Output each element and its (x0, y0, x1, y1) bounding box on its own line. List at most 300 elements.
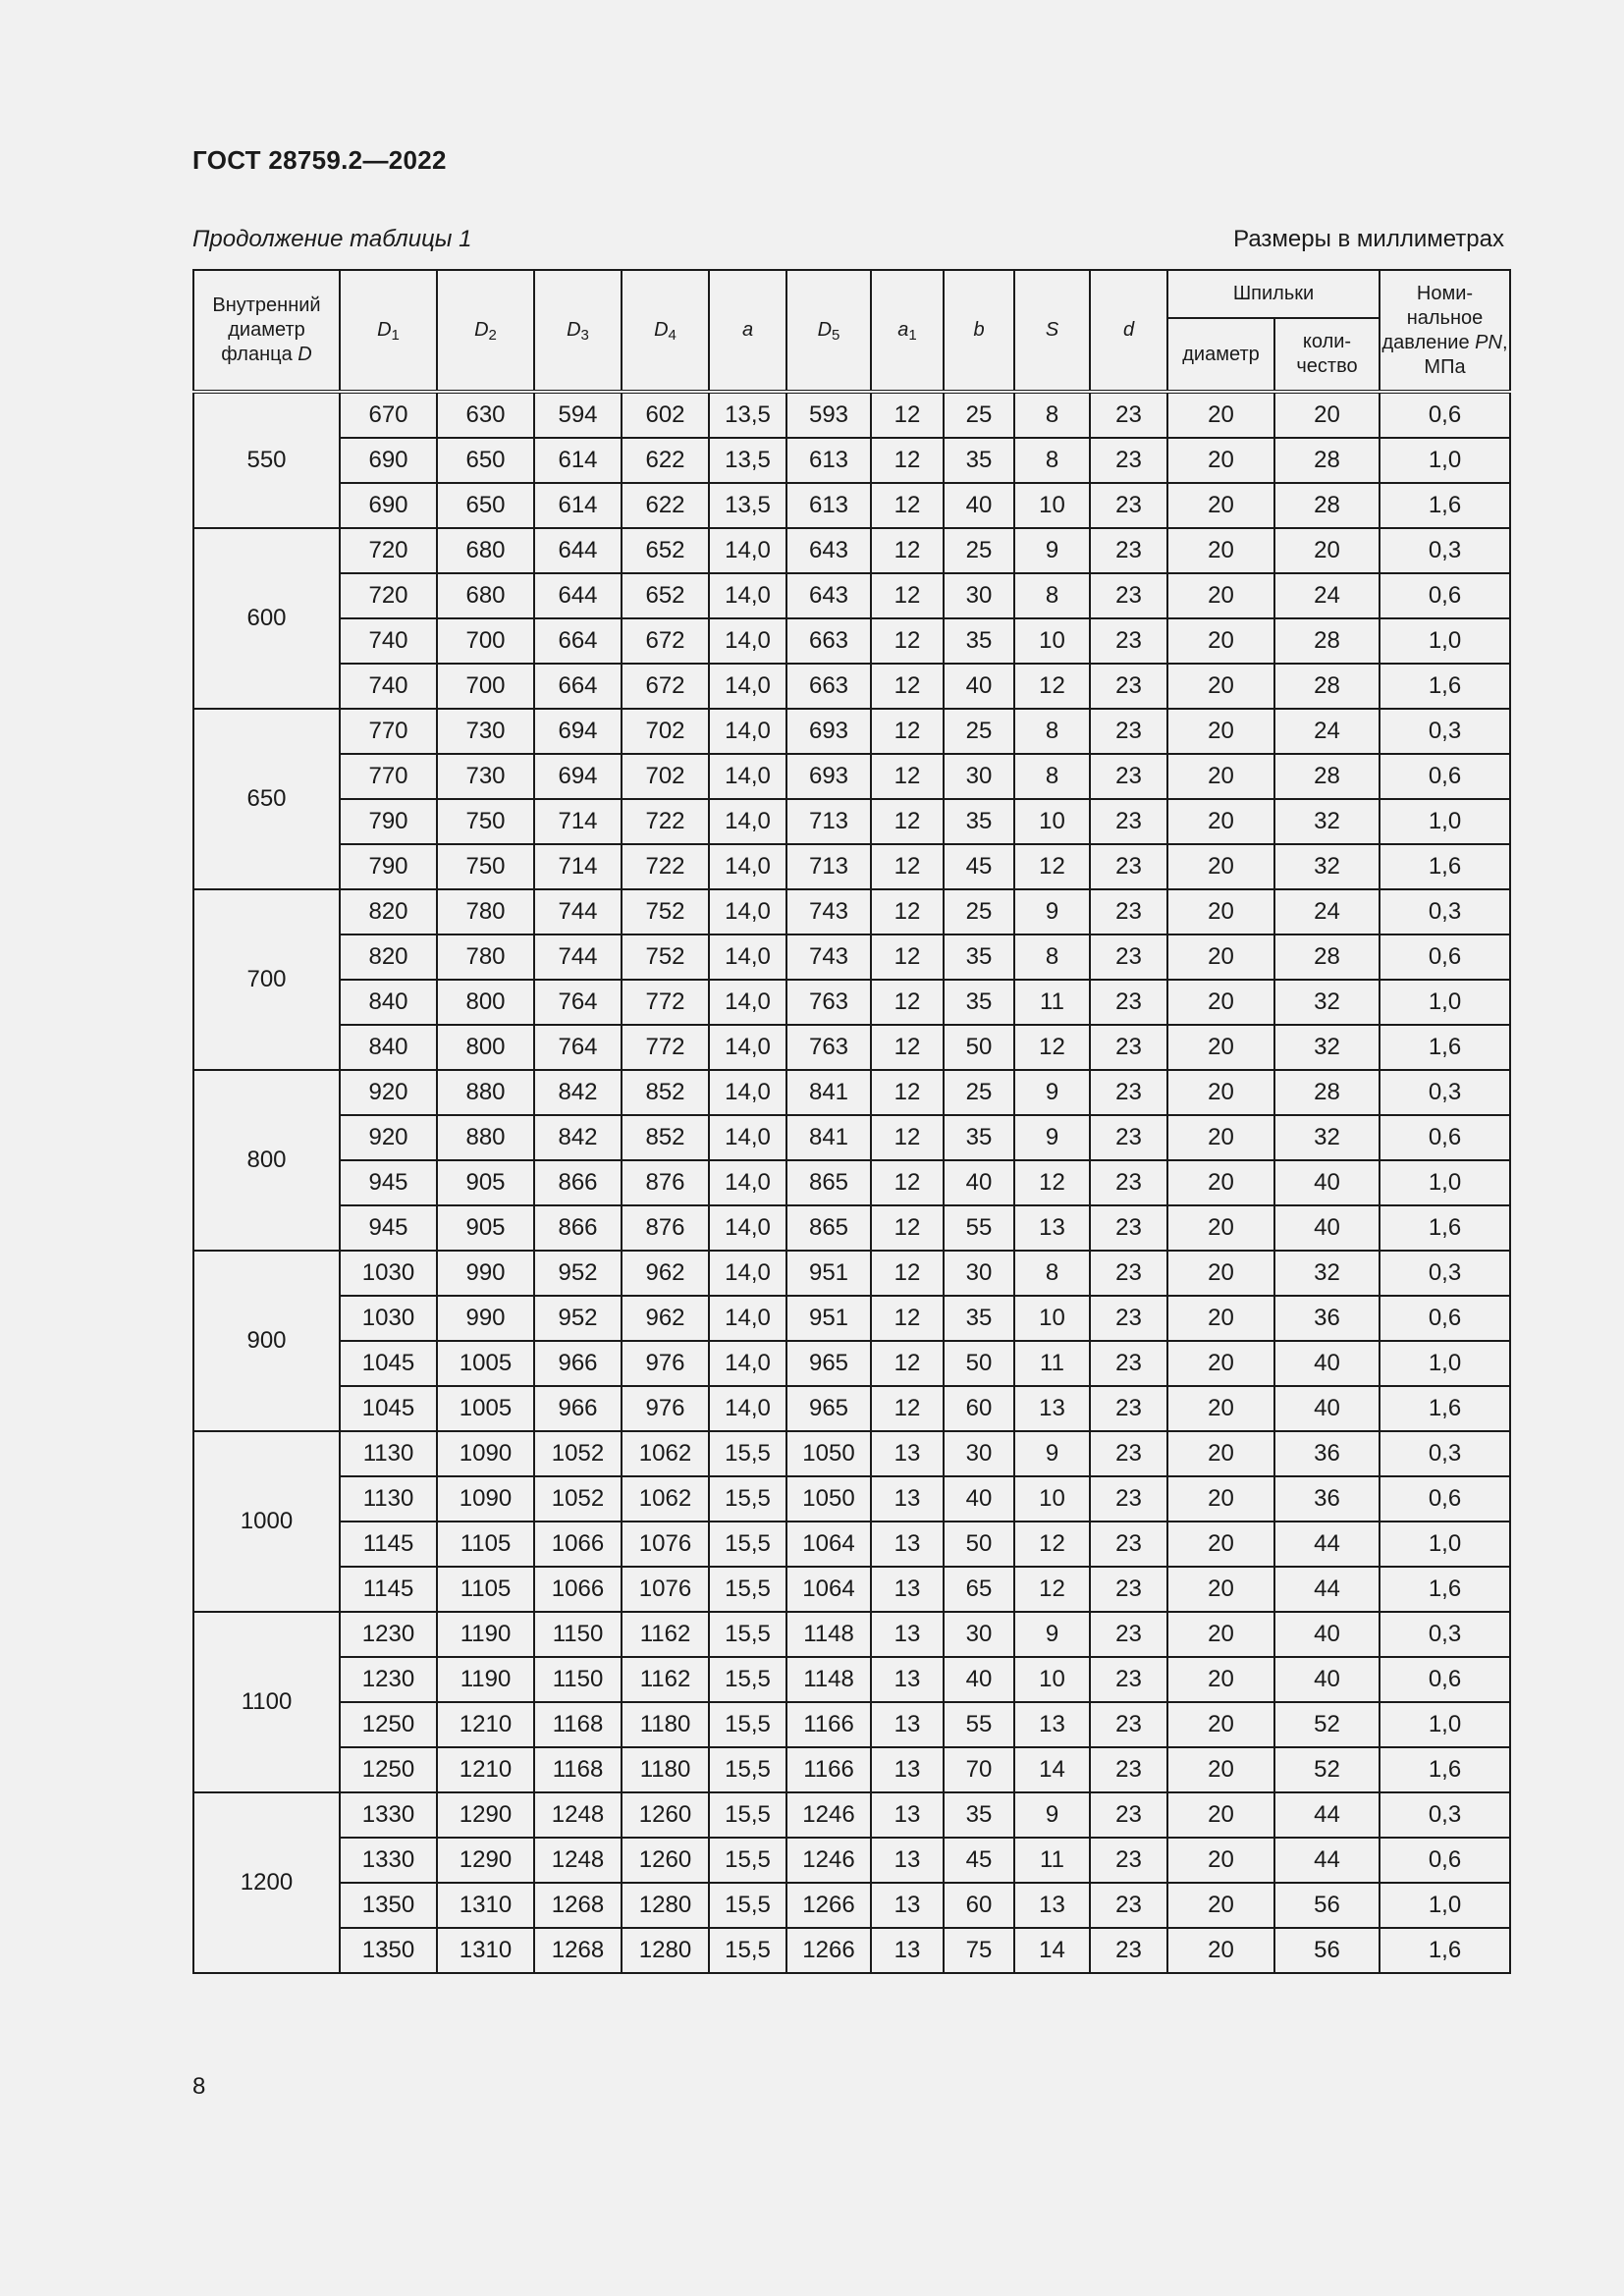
table-row (193, 664, 1510, 709)
cell-stud-diameter: 20 (1167, 1251, 1274, 1296)
page-number: 8 (192, 2073, 206, 2100)
cell-d3: 952 (534, 1251, 622, 1296)
cell-d2: 990 (437, 1296, 534, 1341)
cell-d3: 764 (534, 1025, 622, 1070)
table-row (193, 1431, 1510, 1476)
cell-s: 12 (1014, 1025, 1090, 1070)
cell-d1: 790 (340, 799, 437, 844)
header-inner-diameter: Внутренний диаметр фланца D (193, 270, 340, 392)
cell-d4: 702 (622, 709, 709, 754)
cell-b: 35 (944, 980, 1014, 1025)
cell-d: 23 (1090, 1567, 1167, 1612)
cell-d: 23 (1090, 889, 1167, 934)
header-d5: $D_5$ (786, 270, 871, 392)
cell-d2: 730 (437, 754, 534, 799)
cell-a1: 12 (871, 1341, 944, 1386)
table-row (193, 1747, 1510, 1792)
cell-pressure: 1,0 (1380, 980, 1510, 1025)
cell-pressure: 0,3 (1380, 1070, 1510, 1115)
cell-d2: 1005 (437, 1386, 534, 1431)
cell-stud-count: 52 (1274, 1702, 1380, 1747)
table-row (193, 1160, 1510, 1205)
cell-s: 10 (1014, 1296, 1090, 1341)
cell-d4: 962 (622, 1296, 709, 1341)
cell-d1: 820 (340, 934, 437, 980)
cell-s: 12 (1014, 1567, 1090, 1612)
cell-d5: 841 (786, 1070, 871, 1115)
cell-b: 30 (944, 754, 1014, 799)
cell-pressure: 1,6 (1380, 1205, 1510, 1251)
cell-d3: 694 (534, 754, 622, 799)
cell-d4: 852 (622, 1070, 709, 1115)
cell-s: 9 (1014, 1431, 1090, 1476)
table-row (193, 1386, 1510, 1431)
cell-d5: 1166 (786, 1702, 871, 1747)
cell-d4: 652 (622, 528, 709, 573)
cell-b: 40 (944, 1476, 1014, 1522)
cell-stud-diameter: 20 (1167, 980, 1274, 1025)
cell-stud-diameter: 20 (1167, 1522, 1274, 1567)
cell-b: 55 (944, 1205, 1014, 1251)
cell-d4: 852 (622, 1115, 709, 1160)
flange-dimensions-table (192, 269, 1511, 1974)
cell-d3: 842 (534, 1115, 622, 1160)
cell-d5: 613 (786, 438, 871, 483)
cell-d4: 772 (622, 980, 709, 1025)
cell-d4: 1076 (622, 1567, 709, 1612)
cell-d1: 1030 (340, 1296, 437, 1341)
cell-d2: 1290 (437, 1838, 534, 1883)
cell-b: 30 (944, 573, 1014, 618)
cell-a1: 12 (871, 438, 944, 483)
cell-stud-count: 40 (1274, 1341, 1380, 1386)
cell-d5: 865 (786, 1160, 871, 1205)
cell-d5: 1166 (786, 1747, 871, 1792)
header-studs-diameter: диаметр (1167, 318, 1274, 392)
cell-b: 25 (944, 528, 1014, 573)
cell-a: 13,5 (709, 438, 786, 483)
cell-stud-diameter: 20 (1167, 1025, 1274, 1070)
cell-s: 10 (1014, 1657, 1090, 1702)
cell-pressure: 0,6 (1380, 1115, 1510, 1160)
cell-b: 35 (944, 1296, 1014, 1341)
cell-pressure: 0,6 (1380, 1296, 1510, 1341)
cell-stud-diameter: 20 (1167, 1838, 1274, 1883)
cell-a: 14,0 (709, 934, 786, 980)
cell-s: 8 (1014, 573, 1090, 618)
cell-pressure: 1,0 (1380, 799, 1510, 844)
cell-stud-diameter: 20 (1167, 1476, 1274, 1522)
cell-pressure: 1,0 (1380, 1160, 1510, 1205)
cell-b: 35 (944, 1792, 1014, 1838)
cell-d4: 1260 (622, 1792, 709, 1838)
cell-b: 45 (944, 1838, 1014, 1883)
units-caption: Размеры в миллиметрах (1233, 226, 1504, 252)
cell-pressure: 0,3 (1380, 1431, 1510, 1476)
cell-d2: 1090 (437, 1431, 534, 1476)
cell-d1: 945 (340, 1205, 437, 1251)
cell-a1: 12 (871, 1386, 944, 1431)
cell-a1: 12 (871, 528, 944, 573)
cell-d5: 763 (786, 980, 871, 1025)
cell-d4: 1162 (622, 1657, 709, 1702)
cell-stud-count: 32 (1274, 1115, 1380, 1160)
table-row (193, 844, 1510, 889)
table-row (193, 889, 1510, 934)
cell-d2: 780 (437, 934, 534, 980)
cell-d3: 1066 (534, 1522, 622, 1567)
cell-a1: 12 (871, 980, 944, 1025)
cell-a: 15,5 (709, 1747, 786, 1792)
cell-d5: 1050 (786, 1431, 871, 1476)
cell-d: 23 (1090, 573, 1167, 618)
cell-stud-count: 32 (1274, 980, 1380, 1025)
cell-stud-count: 32 (1274, 844, 1380, 889)
cell-d3: 966 (534, 1386, 622, 1431)
cell-d1: 670 (340, 392, 437, 438)
cell-d: 23 (1090, 1341, 1167, 1386)
cell-d1: 790 (340, 844, 437, 889)
table-row (193, 438, 1510, 483)
table-row (193, 1612, 1510, 1657)
cell-d3: 1268 (534, 1883, 622, 1928)
cell-a1: 13 (871, 1522, 944, 1567)
cell-pressure: 1,6 (1380, 844, 1510, 889)
table-row (193, 1205, 1510, 1251)
cell-d3: 744 (534, 889, 622, 934)
cell-pressure: 1,6 (1380, 1025, 1510, 1070)
cell-stud-count: 36 (1274, 1476, 1380, 1522)
cell-d5: 1266 (786, 1928, 871, 1973)
cell-pressure: 0,3 (1380, 528, 1510, 573)
cell-stud-count: 28 (1274, 934, 1380, 980)
cell-d3: 1248 (534, 1838, 622, 1883)
cell-s: 12 (1014, 664, 1090, 709)
cell-pressure: 1,0 (1380, 618, 1510, 664)
table-row (193, 528, 1510, 573)
cell-stud-count: 28 (1274, 438, 1380, 483)
cell-d1: 770 (340, 754, 437, 799)
cell-d2: 880 (437, 1070, 534, 1115)
cell-d4: 876 (622, 1160, 709, 1205)
cell-pressure: 1,0 (1380, 1702, 1510, 1747)
cell-s: 13 (1014, 1205, 1090, 1251)
cell-d: 23 (1090, 709, 1167, 754)
cell-d2: 880 (437, 1115, 534, 1160)
cell-pressure: 0,6 (1380, 392, 1510, 438)
table-row (193, 1702, 1510, 1747)
cell-s: 8 (1014, 754, 1090, 799)
table-row (193, 1657, 1510, 1702)
cell-a: 14,0 (709, 1115, 786, 1160)
cell-stud-diameter: 20 (1167, 1160, 1274, 1205)
cell-d4: 752 (622, 934, 709, 980)
cell-a: 14,0 (709, 1160, 786, 1205)
cell-a: 14,0 (709, 1341, 786, 1386)
cell-stud-count: 32 (1274, 799, 1380, 844)
cell-d1: 720 (340, 528, 437, 573)
cell-a1: 12 (871, 1251, 944, 1296)
cell-b: 60 (944, 1883, 1014, 1928)
cell-d3: 966 (534, 1341, 622, 1386)
cell-a: 15,5 (709, 1838, 786, 1883)
cell-d1: 840 (340, 1025, 437, 1070)
cell-d2: 680 (437, 573, 534, 618)
cell-d: 23 (1090, 392, 1167, 438)
cell-a: 14,0 (709, 528, 786, 573)
cell-d1: 1130 (340, 1476, 437, 1522)
cell-b: 50 (944, 1341, 1014, 1386)
cell-d: 23 (1090, 1386, 1167, 1431)
cell-pressure: 0,3 (1380, 1251, 1510, 1296)
cell-s: 9 (1014, 889, 1090, 934)
cell-a1: 12 (871, 1115, 944, 1160)
cell-s: 11 (1014, 1838, 1090, 1883)
cell-d5: 841 (786, 1115, 871, 1160)
cell-stud-diameter: 20 (1167, 1612, 1274, 1657)
cell-d2: 1210 (437, 1702, 534, 1747)
cell-b: 35 (944, 799, 1014, 844)
cell-d1: 1130 (340, 1431, 437, 1476)
table-row (193, 754, 1510, 799)
cell-d: 23 (1090, 754, 1167, 799)
cell-stud-count: 20 (1274, 392, 1380, 438)
cell-d5: 951 (786, 1296, 871, 1341)
cell-a1: 13 (871, 1747, 944, 1792)
cell-a1: 13 (871, 1792, 944, 1838)
cell-a1: 12 (871, 889, 944, 934)
table-body (193, 392, 1510, 1973)
cell-s: 14 (1014, 1747, 1090, 1792)
cell-a1: 12 (871, 1160, 944, 1205)
cell-stud-count: 40 (1274, 1160, 1380, 1205)
cell-d5: 693 (786, 709, 871, 754)
cell-inner-diameter: 1100 (193, 1612, 340, 1792)
cell-d4: 1260 (622, 1838, 709, 1883)
cell-s: 12 (1014, 1522, 1090, 1567)
cell-d5: 1148 (786, 1657, 871, 1702)
header-d2: $D_2$ (437, 270, 534, 392)
cell-d: 23 (1090, 1205, 1167, 1251)
cell-stud-diameter: 20 (1167, 1747, 1274, 1792)
cell-pressure: 0,3 (1380, 889, 1510, 934)
cell-d4: 1162 (622, 1612, 709, 1657)
cell-d4: 976 (622, 1341, 709, 1386)
cell-inner-diameter: 650 (193, 709, 340, 889)
cell-d5: 743 (786, 889, 871, 934)
cell-b: 65 (944, 1567, 1014, 1612)
cell-a1: 12 (871, 844, 944, 889)
cell-stud-diameter: 20 (1167, 1386, 1274, 1431)
cell-d5: 663 (786, 618, 871, 664)
cell-d3: 614 (534, 438, 622, 483)
cell-inner-diameter: 550 (193, 392, 340, 528)
cell-d2: 1105 (437, 1567, 534, 1612)
cell-d5: 1246 (786, 1792, 871, 1838)
cell-a1: 12 (871, 618, 944, 664)
cell-s: 9 (1014, 528, 1090, 573)
cell-d2: 1310 (437, 1883, 534, 1928)
cell-pressure: 1,0 (1380, 1341, 1510, 1386)
cell-stud-count: 40 (1274, 1386, 1380, 1431)
cell-d: 23 (1090, 1251, 1167, 1296)
cell-d5: 593 (786, 392, 871, 438)
cell-a1: 12 (871, 392, 944, 438)
cell-d1: 770 (340, 709, 437, 754)
cell-inner-diameter: 900 (193, 1251, 340, 1431)
cell-inner-diameter: 1200 (193, 1792, 340, 1973)
cell-stud-count: 32 (1274, 1251, 1380, 1296)
cell-a: 14,0 (709, 1205, 786, 1251)
cell-d: 23 (1090, 1612, 1167, 1657)
cell-stud-diameter: 20 (1167, 754, 1274, 799)
cell-a: 14,0 (709, 618, 786, 664)
cell-d1: 945 (340, 1160, 437, 1205)
cell-d4: 722 (622, 799, 709, 844)
cell-d2: 630 (437, 392, 534, 438)
table-continuation-caption: Продолжение таблицы 1 (192, 226, 472, 252)
cell-stud-diameter: 20 (1167, 1070, 1274, 1115)
cell-a: 14,0 (709, 799, 786, 844)
cell-a1: 13 (871, 1883, 944, 1928)
cell-d3: 1052 (534, 1476, 622, 1522)
table-row (193, 1296, 1510, 1341)
cell-d3: 714 (534, 799, 622, 844)
cell-d: 23 (1090, 1928, 1167, 1973)
cell-d3: 1150 (534, 1612, 622, 1657)
cell-stud-count: 24 (1274, 889, 1380, 934)
cell-d2: 700 (437, 664, 534, 709)
cell-d5: 865 (786, 1205, 871, 1251)
cell-b: 55 (944, 1702, 1014, 1747)
cell-d: 23 (1090, 618, 1167, 664)
cell-d1: 1230 (340, 1612, 437, 1657)
cell-stud-count: 44 (1274, 1792, 1380, 1838)
cell-d4: 672 (622, 618, 709, 664)
cell-s: 13 (1014, 1883, 1090, 1928)
cell-d2: 1190 (437, 1657, 534, 1702)
cell-stud-diameter: 20 (1167, 1702, 1274, 1747)
cell-a: 15,5 (709, 1792, 786, 1838)
cell-s: 10 (1014, 799, 1090, 844)
cell-d3: 644 (534, 528, 622, 573)
cell-a1: 12 (871, 709, 944, 754)
cell-b: 25 (944, 392, 1014, 438)
cell-d5: 1148 (786, 1612, 871, 1657)
cell-d1: 690 (340, 483, 437, 528)
cell-b: 25 (944, 1070, 1014, 1115)
table-row (193, 1025, 1510, 1070)
cell-d: 23 (1090, 483, 1167, 528)
cell-stud-count: 36 (1274, 1431, 1380, 1476)
cell-stud-diameter: 20 (1167, 392, 1274, 438)
cell-b: 35 (944, 438, 1014, 483)
cell-d4: 702 (622, 754, 709, 799)
cell-d1: 690 (340, 438, 437, 483)
cell-b: 60 (944, 1386, 1014, 1431)
cell-s: 9 (1014, 1115, 1090, 1160)
cell-stud-count: 28 (1274, 618, 1380, 664)
cell-a1: 13 (871, 1431, 944, 1476)
cell-b: 40 (944, 483, 1014, 528)
cell-d: 23 (1090, 1025, 1167, 1070)
cell-a: 15,5 (709, 1612, 786, 1657)
header-d-small: d (1090, 270, 1167, 392)
cell-pressure: 1,6 (1380, 1567, 1510, 1612)
cell-d: 23 (1090, 799, 1167, 844)
cell-a: 13,5 (709, 392, 786, 438)
header-s: S (1014, 270, 1090, 392)
cell-d3: 664 (534, 664, 622, 709)
cell-d: 23 (1090, 1883, 1167, 1928)
cell-a: 14,0 (709, 709, 786, 754)
cell-s: 8 (1014, 709, 1090, 754)
cell-a: 14,0 (709, 980, 786, 1025)
cell-stud-count: 40 (1274, 1205, 1380, 1251)
cell-b: 40 (944, 1160, 1014, 1205)
cell-d2: 650 (437, 483, 534, 528)
cell-d2: 730 (437, 709, 534, 754)
cell-d5: 951 (786, 1251, 871, 1296)
cell-d2: 1210 (437, 1747, 534, 1792)
cell-d3: 1052 (534, 1431, 622, 1476)
cell-d: 23 (1090, 1747, 1167, 1792)
cell-d1: 1145 (340, 1522, 437, 1567)
cell-a1: 12 (871, 573, 944, 618)
cell-d3: 694 (534, 709, 622, 754)
cell-a1: 13 (871, 1476, 944, 1522)
cell-s: 14 (1014, 1928, 1090, 1973)
cell-d2: 905 (437, 1160, 534, 1205)
cell-d3: 744 (534, 934, 622, 980)
cell-d5: 965 (786, 1341, 871, 1386)
cell-a: 14,0 (709, 844, 786, 889)
cell-d1: 1330 (340, 1792, 437, 1838)
cell-d5: 713 (786, 799, 871, 844)
cell-pressure: 1,6 (1380, 1386, 1510, 1431)
cell-a: 14,0 (709, 754, 786, 799)
cell-s: 13 (1014, 1386, 1090, 1431)
cell-a1: 12 (871, 934, 944, 980)
table-row (193, 483, 1510, 528)
cell-d: 23 (1090, 980, 1167, 1025)
cell-d5: 965 (786, 1386, 871, 1431)
cell-d5: 693 (786, 754, 871, 799)
cell-stud-count: 44 (1274, 1838, 1380, 1883)
cell-s: 12 (1014, 1160, 1090, 1205)
table-row (193, 1115, 1510, 1160)
table-header (193, 270, 1510, 392)
cell-d: 23 (1090, 1657, 1167, 1702)
cell-d1: 820 (340, 889, 437, 934)
table-row (193, 934, 1510, 980)
cell-d: 23 (1090, 934, 1167, 980)
cell-d5: 1266 (786, 1883, 871, 1928)
cell-stud-diameter: 20 (1167, 573, 1274, 618)
cell-d1: 740 (340, 618, 437, 664)
cell-b: 30 (944, 1431, 1014, 1476)
cell-a: 15,5 (709, 1522, 786, 1567)
cell-d: 23 (1090, 1070, 1167, 1115)
cell-a: 15,5 (709, 1928, 786, 1973)
cell-a: 15,5 (709, 1883, 786, 1928)
cell-stud-count: 28 (1274, 483, 1380, 528)
cell-d4: 772 (622, 1025, 709, 1070)
cell-d2: 1005 (437, 1341, 534, 1386)
cell-a: 14,0 (709, 1025, 786, 1070)
cell-pressure: 1,0 (1380, 1522, 1510, 1567)
cell-d1: 1330 (340, 1838, 437, 1883)
